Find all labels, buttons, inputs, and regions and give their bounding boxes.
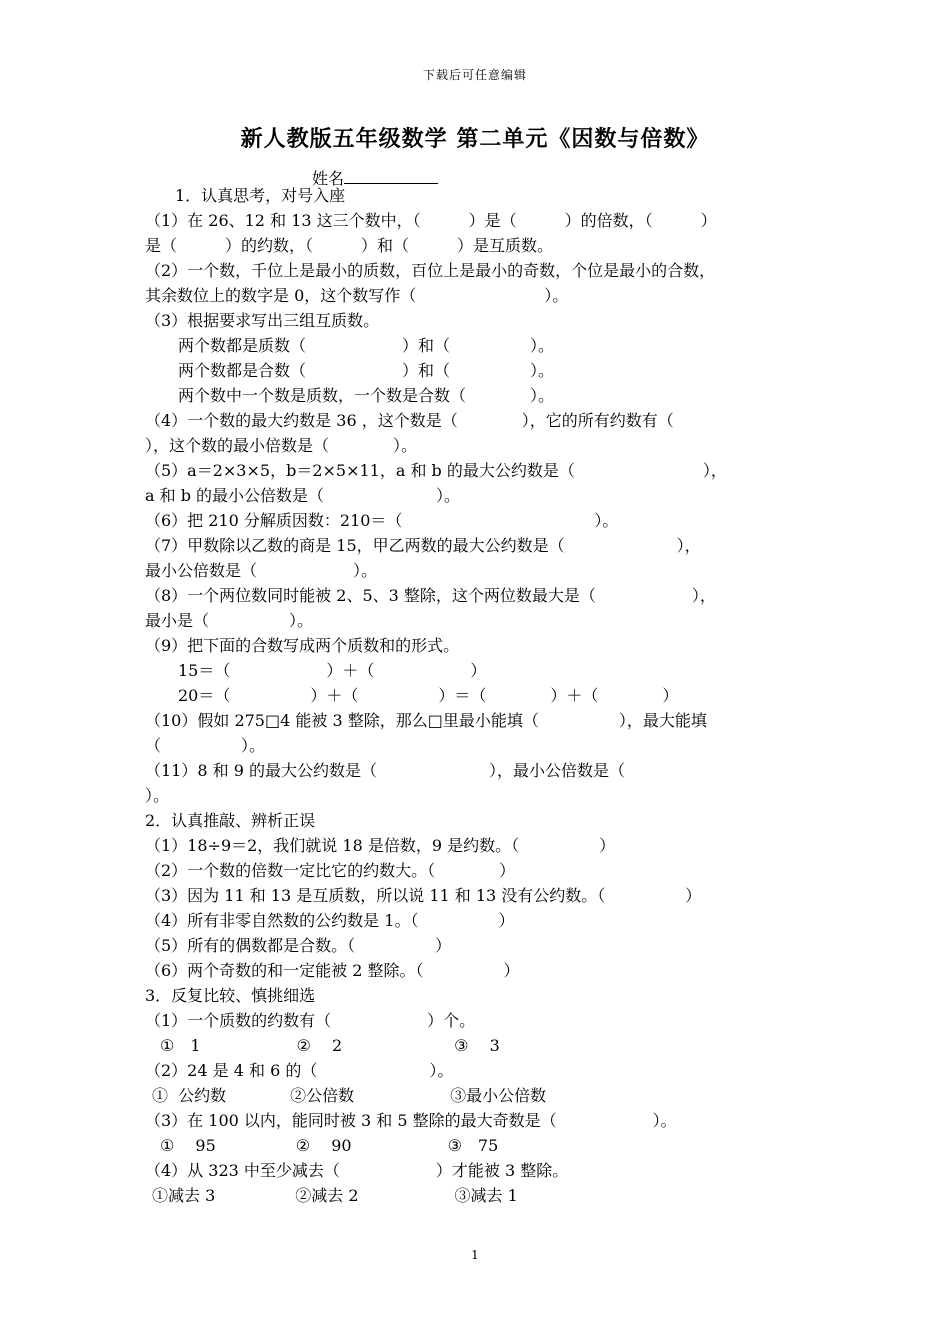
question-line: （3）在 100 以内，能同时被 3 和 5 整除的最大奇数是（ ）。 xyxy=(145,1111,677,1130)
section-1-heading: 1．认真思考，对号入座 xyxy=(175,186,346,205)
question-line: ）。 xyxy=(145,786,170,805)
question-line: ），这个数的最小倍数是（ ）。 xyxy=(145,436,418,455)
section-2-heading: 2．认真推敲、辨析正误 xyxy=(145,811,316,830)
question-line: a 和 b 的最小公倍数是（ ）。 xyxy=(145,486,461,505)
choice-line: ① 公约数 ②公倍数 ③最小公倍数 xyxy=(152,1086,547,1105)
question-line: （1）在 26、12 和 13 这三个数中，（ ）是（ ）的倍数，（ ） xyxy=(145,211,717,230)
question-line: （7）甲数除以乙数的商是 15，甲乙两数的最大公约数是（ ）， xyxy=(145,536,701,555)
question-line: （2）24 是 4 和 6 的（ ）。 xyxy=(145,1061,454,1080)
question-line: （11）8 和 9 的最大公约数是（ ），最小公倍数是（ xyxy=(145,761,625,780)
question-line: （1）18÷9＝2，我们就说 18 是倍数，9 是约数。（ ） xyxy=(145,836,616,855)
question-line: （2）一个数的倍数一定比它的约数大。（ ） xyxy=(145,861,516,880)
choice-line: ① 1 ② 2 ③ 3 xyxy=(160,1036,500,1055)
question-line: （5）a＝2×3×5，b＝2×5×11，a 和 b 的最大公约数是（ ）， xyxy=(145,461,727,480)
page-number: 1 xyxy=(471,1248,479,1262)
section-3-heading: 3．反复比较、慎挑细选 xyxy=(145,986,316,1005)
name-label: 姓名 xyxy=(312,169,345,188)
question-line: （9）把下面的合数写成两个质数和的形式。 xyxy=(145,636,460,655)
question-line: （6）把 210 分解质因数：210＝（ ）。 xyxy=(145,511,619,530)
question-line: （4）从 323 中至少减去（ ）才能被 3 整除。 xyxy=(145,1161,569,1180)
question-line: 其余数位上的数字是 0，这个数写作（ ）。 xyxy=(145,286,569,305)
question-line: 是（ ）的约数，（ ）和（ ）是互质数。 xyxy=(145,236,554,255)
question-line: 15＝（ ）＋（ ） xyxy=(178,661,487,680)
question-line: （3）根据要求写出三组互质数。 xyxy=(145,311,380,330)
page-header: 下载后可任意编辑 xyxy=(422,68,527,82)
page-title: 新人教版五年级数学 第二单元《因数与倍数》 xyxy=(240,126,710,152)
question-line: 两个数中一个数是质数，一个数是合数（ ）。 xyxy=(178,386,555,405)
name-blank xyxy=(344,169,438,184)
question-line: （3）因为 11 和 13 是互质数，所以说 11 和 13 没有公约数。（ ） xyxy=(145,886,702,905)
question-line: 最小公倍数是（ ）。 xyxy=(145,561,378,580)
question-line: （ ）。 xyxy=(145,736,266,755)
question-line: 最小是（ ）。 xyxy=(145,611,314,630)
choice-line: ① 95 ② 90 ③ 75 xyxy=(160,1136,499,1155)
choice-line: ①减去 3 ②减去 2 ③减去 1 xyxy=(152,1186,518,1205)
question-line: （5）所有的偶数都是合数。（ ） xyxy=(145,936,452,955)
question-line: 两个数都是合数（ ）和（ ）。 xyxy=(178,361,555,380)
question-line: 20＝（ ）＋（ ）＝（ ）＋（ ） xyxy=(178,686,679,705)
question-line: （2）一个数，千位上是最小的质数，百位上是最小的奇数，个位是最小的合数， xyxy=(145,261,716,280)
question-line: （10）假如 275□4 能被 3 整除，那么□里最小能填（ ），最大能填 xyxy=(145,711,707,730)
question-line: （1）一个质数的约数有（ ）个。 xyxy=(145,1011,476,1030)
question-line: （6）两个奇数的和一定能被 2 整除。（ ） xyxy=(145,961,520,980)
question-line: （8）一个两位数同时能被 2、5、3 整除，这个两位数最大是（ ）， xyxy=(145,586,716,605)
question-line: （4）所有非零自然数的公约数是 1。（ ） xyxy=(145,911,515,930)
question-line: （4）一个数的最大约数是 36 ，这个数是（ ），它的所有约数有（ xyxy=(145,411,674,430)
question-line: 两个数都是质数（ ）和（ ）。 xyxy=(178,336,555,355)
